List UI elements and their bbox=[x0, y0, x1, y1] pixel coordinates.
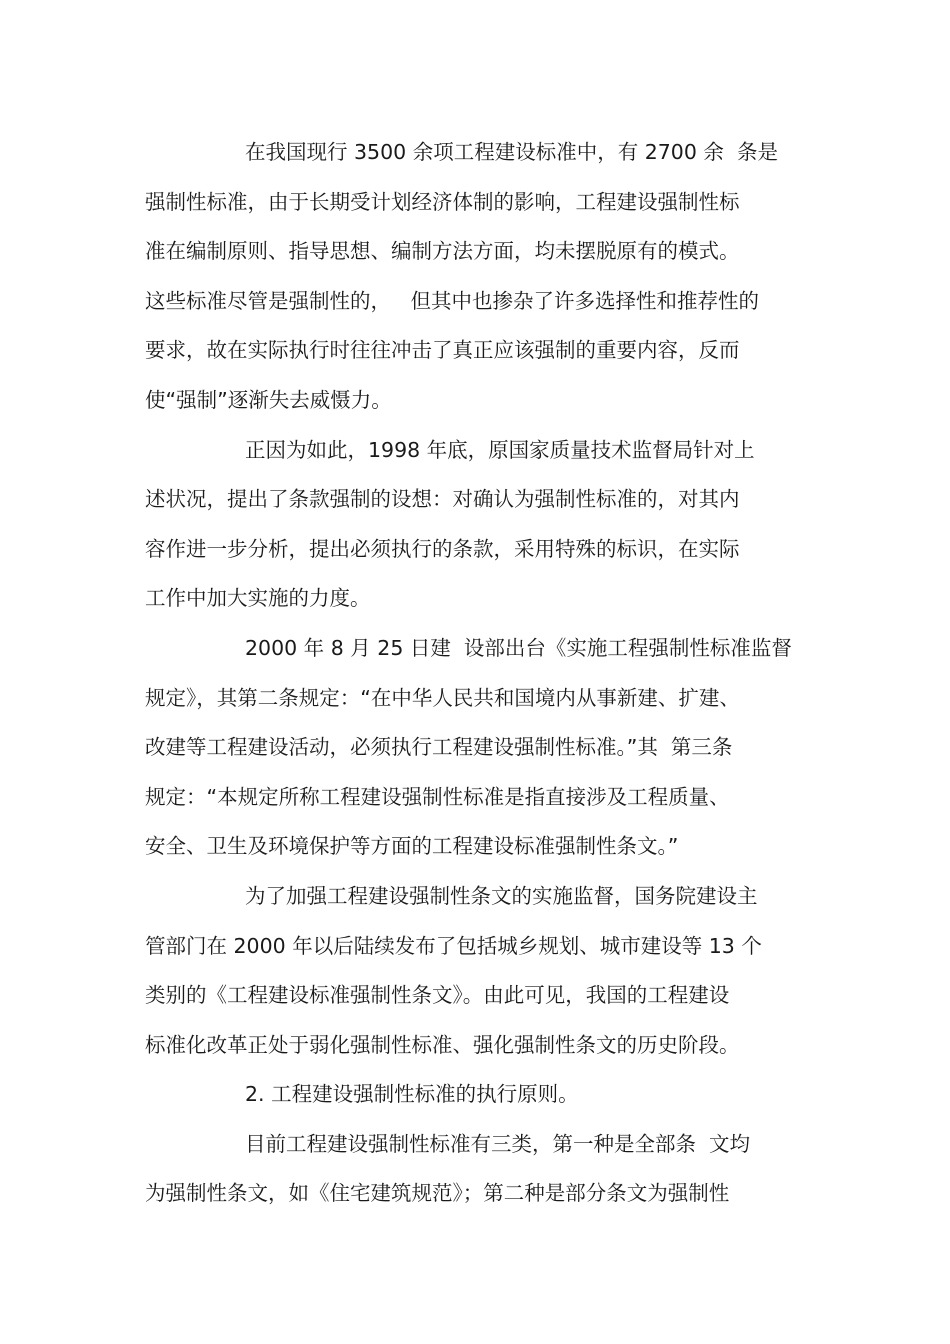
paragraph-first-line: 2. 工程建设强制性标准的执行原则。 bbox=[245, 1082, 579, 1107]
paragraph-line: 使“强制”逐渐失去威慑力。 bbox=[145, 387, 392, 412]
paragraph bbox=[145, 128, 815, 426]
paragraph bbox=[145, 872, 815, 1070]
paragraph-first-line: 正因为如此，1998 年底，原国家质量技术监督局针对上 bbox=[245, 437, 755, 462]
paragraph-first-line: 为了加强工程建设强制性条文的实施监督，国务院建设主 bbox=[245, 883, 758, 908]
paragraph bbox=[145, 426, 815, 624]
paragraph bbox=[145, 624, 815, 872]
paragraph-line: 规定：“本规定所称工程建设强制性标准是指直接涉及工程质量、 bbox=[145, 784, 730, 809]
paragraph-line: 安全、卫生及环境保护等方面的工程建设标准强制性条文。” bbox=[145, 834, 679, 859]
paragraph-line: 准在编制原则、指导思想、编制方法方面，均未摆脱原有的模式。 bbox=[145, 239, 740, 264]
paragraph-line: 标准化改革正处于弱化强制性标准、强化强制性条文的历史阶段。 bbox=[145, 1032, 740, 1057]
document-body bbox=[145, 128, 815, 1219]
paragraph-line: 规定》，其第二条规定：“在中华人民共和国境内从事新建、扩建、 bbox=[145, 685, 740, 710]
paragraph-first-line: 在我国现行 3500 余项工程建设标准中，有 2700 余 条是 bbox=[245, 140, 778, 164]
paragraph-line: 类别的《工程建设标准强制性条文》。由此可见，我国的工程建设 bbox=[145, 983, 730, 1008]
paragraph-line: 改建等工程建设活动，必须执行工程建设强制性标准。”其 第三条 bbox=[145, 735, 733, 760]
paragraph-line: 为强制性条文，如《住宅建筑规范》；第二种是部分条文为强制性 bbox=[145, 1181, 730, 1206]
paragraph-first-line: 2000 年 8 月 25 日建 设部出台《实施工程强制性标准监督 bbox=[245, 635, 792, 660]
paragraph-line: 这些标准尽管是强制性的， 但其中也掺杂了许多选择性和推荐性的 bbox=[145, 288, 760, 313]
paragraph-line: 强制性标准，由于长期受计划经济体制的影响，工程建设强制性标 bbox=[145, 189, 740, 214]
paragraph bbox=[145, 1120, 815, 1219]
paragraph-line: 工作中加大实施的力度。 bbox=[145, 586, 371, 611]
paragraph-first-line: 目前工程建设强制性标准有三类，第一种是全部条 文均 bbox=[245, 1131, 751, 1156]
paragraph-line: 容作进一步分析，提出必须执行的条款，采用特殊的标识，在实际 bbox=[145, 536, 740, 561]
paragraph-line: 述状况，提出了条款强制的设想：对确认为强制性标准的，对其内 bbox=[145, 487, 740, 512]
paragraph bbox=[145, 1070, 815, 1120]
paragraph-line: 要求，故在实际执行时往往冲击了真正应该强制的重要内容，反而 bbox=[145, 338, 740, 363]
paragraph-line: 管部门在 2000 年以后陆续发布了包括城乡规划、城市建设等 13 个 bbox=[145, 933, 762, 958]
